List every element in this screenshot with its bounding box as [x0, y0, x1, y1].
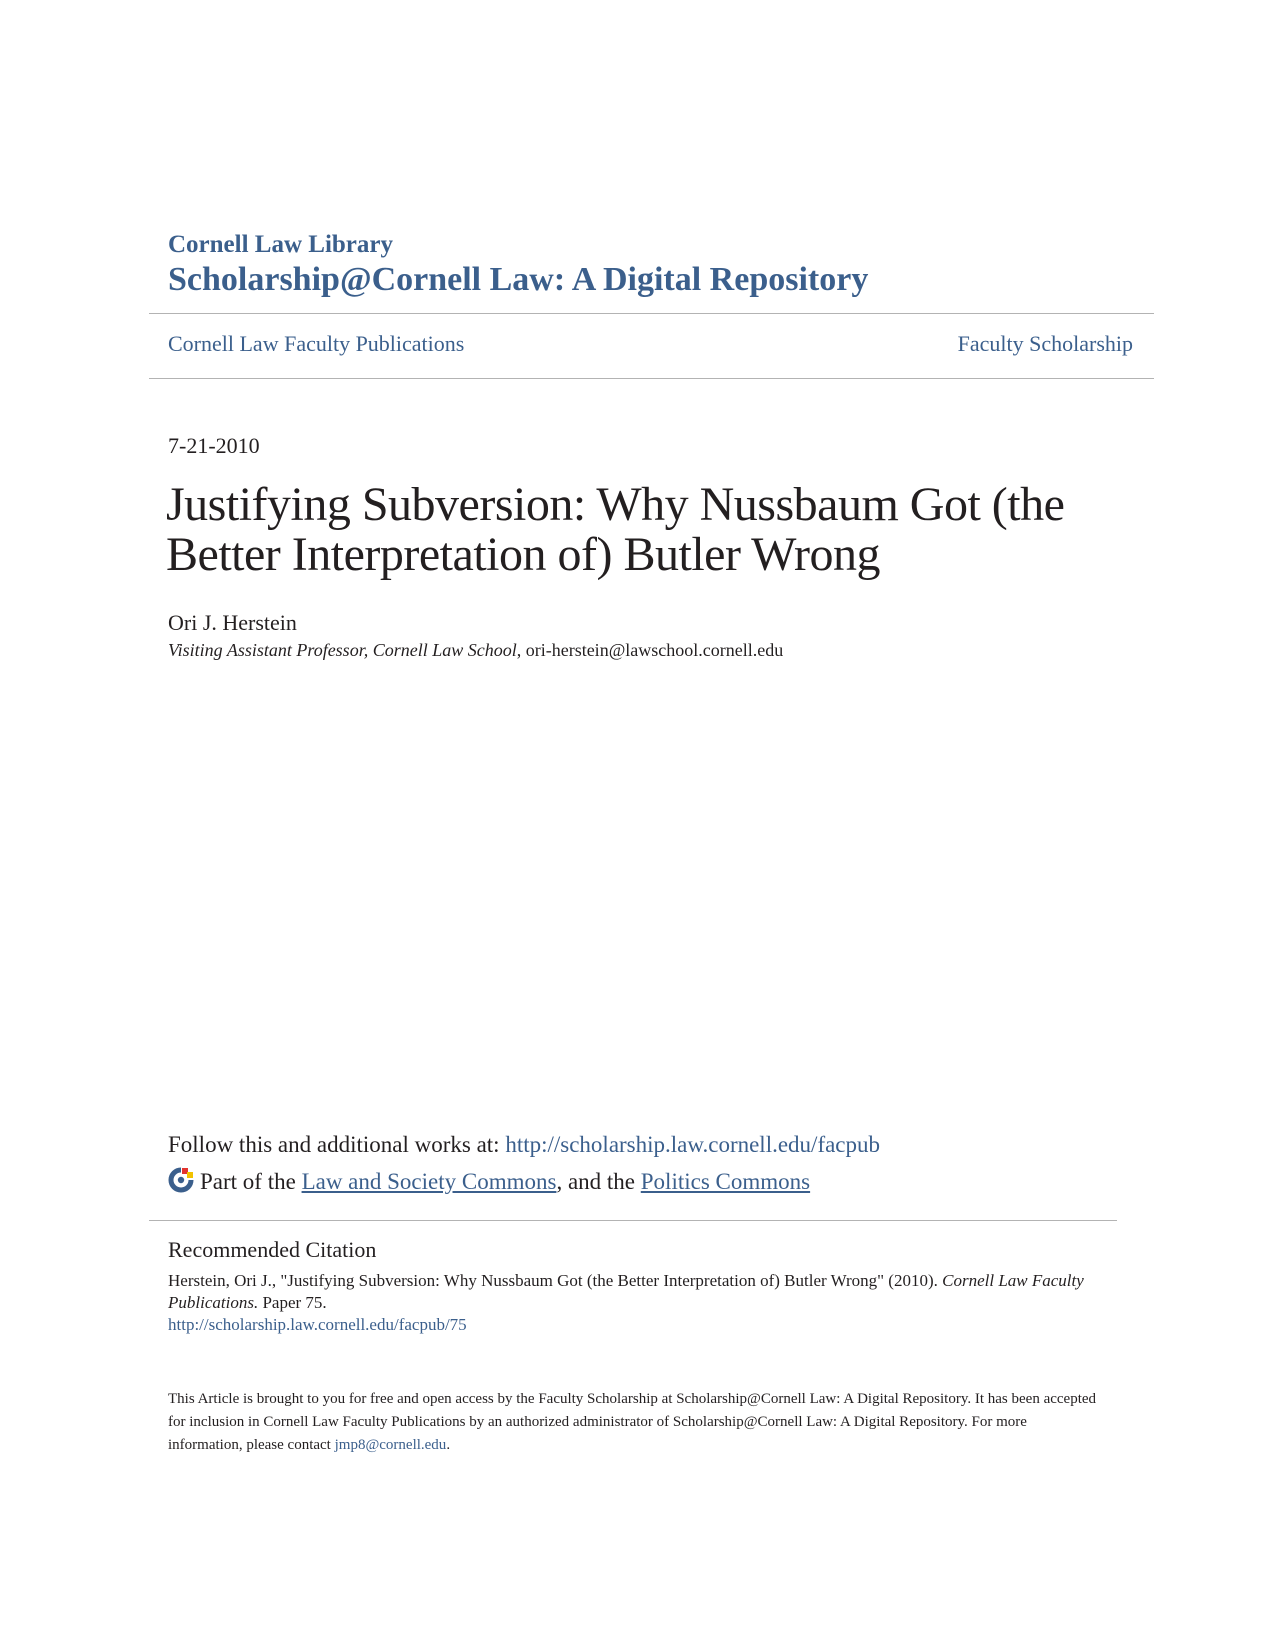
- category-link[interactable]: Faculty Scholarship: [957, 331, 1133, 356]
- article-title: Justifying Subversion: Why Nussbaum Got (the Better Interpretation of) Butler Wrong: [166, 478, 1065, 581]
- citation-text: Herstein, Ori J., "Justifying Subversion: Why Nussbaum Got (the Better Interpretation of) Butler Wrong" (2010).: [168, 1271, 943, 1290]
- library-name[interactable]: Cornell Law Library: [168, 231, 393, 258]
- author-email: ori-herstein@lawschool.cornell.edu: [525, 640, 784, 660]
- divider-nav: [149, 378, 1154, 379]
- affiliation-separator: ,: [516, 640, 526, 660]
- repository-name[interactable]: Scholarship@Cornell Law: A Digital Repository: [168, 261, 869, 298]
- divider-citation: [149, 1220, 1117, 1221]
- citation-paper: Paper 75.: [258, 1293, 327, 1312]
- author-affiliation: Visiting Assistant Professor, Cornell Law School: [168, 640, 517, 660]
- collection-url-link[interactable]: http://scholarship.law.cornell.edu/facpub: [505, 1132, 881, 1157]
- access-notice: [168, 1388, 1098, 1457]
- publication-date: 7-21-2010: [168, 433, 260, 458]
- commons-middle: , and the: [556, 1169, 641, 1194]
- follow-prefix: Follow this and additional works at:: [168, 1132, 506, 1157]
- author-affiliation-line: [168, 638, 783, 662]
- citation-body: [168, 1270, 1098, 1336]
- notice-text: This Article is brought to you for free and open access by the Faculty Scholarship at Scholarship@Cornell Law: A Digital Repository. It has been accepted for inclusion in Cornell Law Faculty Publications by an authorized administrator of Scholarship@Cornell Law: A Digital Repository. For more information, please contact: [168, 1391, 1097, 1453]
- commons-prefix: Part of the: [200, 1169, 302, 1194]
- politics-commons-link[interactable]: Politics Commons: [640, 1169, 811, 1194]
- contact-email-link[interactable]: jmp8@cornell.edu: [334, 1437, 447, 1453]
- follow-line: [168, 1130, 880, 1160]
- author-name: Ori J. Herstein: [168, 610, 297, 635]
- citation-series: Cornell Law Faculty Publications.: [168, 1271, 1084, 1312]
- brand-block: [168, 230, 868, 300]
- commons-network-icon: [168, 1167, 194, 1193]
- collection-link[interactable]: Cornell Law Faculty Publications: [168, 331, 465, 356]
- law-and-society-commons-link[interactable]: Law and Society Commons: [301, 1169, 557, 1194]
- divider-top: [149, 313, 1154, 314]
- commons-line: [168, 1167, 810, 1197]
- citation-url-link[interactable]: http://scholarship.law.cornell.edu/facpub/75: [168, 1315, 467, 1334]
- notice-end: .: [446, 1437, 451, 1453]
- citation-heading: Recommended Citation: [168, 1237, 377, 1262]
